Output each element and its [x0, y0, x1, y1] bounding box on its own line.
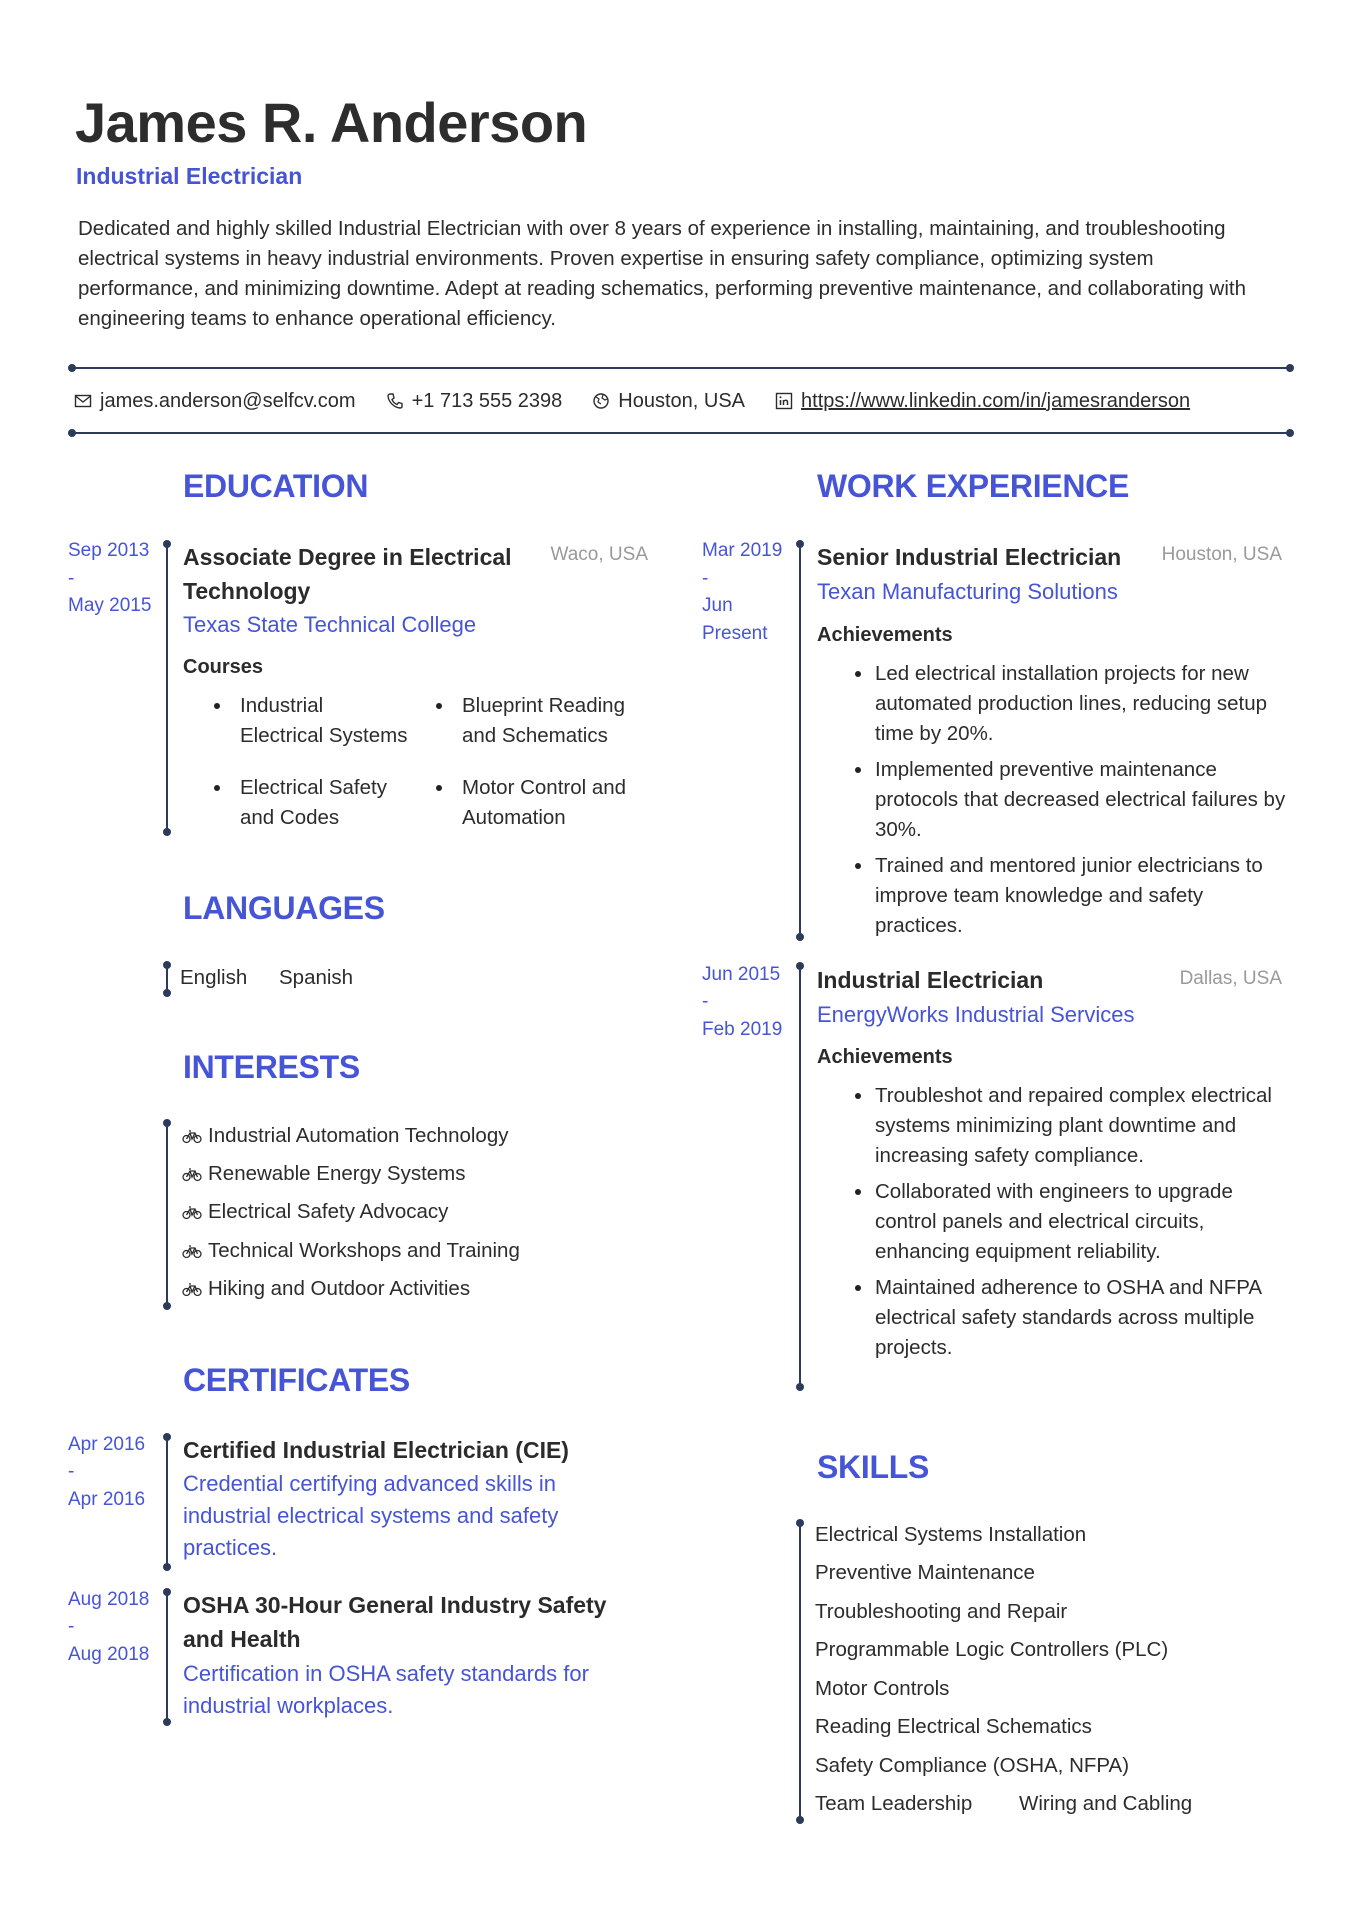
work-location: Houston, USA	[1161, 544, 1282, 565]
course-line: Blueprint Reading	[462, 694, 625, 717]
skill-item: Wiring and Cabling	[1019, 1792, 1193, 1815]
course-line: and Codes	[240, 806, 340, 829]
course-line: Electrical Safety	[240, 776, 387, 799]
skill-item: Troubleshooting and Repair	[815, 1600, 1068, 1623]
professional-summary: Dedicated and highly skilled Industrial Electrician with over 8 years of experience in installing, maintaining, and troubleshooting electrical systems in heavy industrial environments. Proven expertise in ensuring safety compliance, optimizing system performance, and minimizing downtime. Adept at reading schematics, performing preventive maintenance, and collaborating with engineering teams to enhance operational efficiency.	[78, 217, 1246, 330]
skill-item: Safety Compliance (OSHA, NFPA)	[815, 1754, 1130, 1777]
phone-text: +1 713 555 2398	[411, 389, 563, 412]
education-end-date: May 2015	[68, 595, 152, 616]
achievements-list	[849, 659, 1289, 947]
achievement-item: Collaborated with engineers to upgrade control panels and electrical circuits, enhancing equipment reliability.	[849, 1177, 1289, 1267]
location-text: Houston, USA	[618, 389, 746, 412]
achievements-label: Achievements	[817, 1046, 953, 1068]
interest-text: Hiking and Outdoor Activities	[208, 1277, 471, 1300]
bicycle-icon	[182, 1243, 202, 1259]
work-end-date: Present	[702, 623, 768, 644]
language-item: English	[180, 966, 248, 989]
certificate-date-separator: -	[68, 1461, 75, 1482]
course-line: and Schematics	[462, 724, 608, 747]
interests-heading: INTERESTS	[183, 1049, 360, 1085]
candidate-name: James R. Anderson	[75, 91, 588, 154]
skill-item: Preventive Maintenance	[815, 1561, 1035, 1584]
email-text: james.anderson@selfcv.com	[100, 389, 356, 412]
interest-item	[182, 1124, 508, 1148]
linkedin-link[interactable]: https://www.linkedin.com/in/jamesranderson	[801, 389, 1191, 412]
language-item: Spanish	[279, 966, 354, 989]
work-company: EnergyWorks Industrial Services	[817, 1002, 1135, 1027]
bicycle-icon	[182, 1128, 202, 1144]
skill-item: Team Leadership	[815, 1792, 973, 1815]
certificate-date-separator: -	[68, 1616, 75, 1637]
course-item	[428, 691, 625, 751]
bicycle-icon	[182, 1204, 202, 1220]
work-start-date: Mar 2019	[702, 540, 783, 561]
work-date-separator: -	[702, 568, 709, 589]
contact-bar	[74, 386, 1220, 416]
skills-heading: SKILLS	[817, 1449, 929, 1485]
contact-linkedin[interactable]	[775, 390, 1190, 413]
skills-timeline	[799, 1523, 801, 1820]
course-item	[428, 773, 626, 833]
interest-item	[182, 1277, 470, 1301]
course-item	[206, 691, 407, 751]
school-name: Texas State Technical College	[183, 612, 477, 637]
work-start-date: Jun 2015	[702, 964, 781, 985]
course-line: Industrial	[240, 694, 324, 717]
contact-phone[interactable]	[386, 390, 563, 413]
work-experience-heading: WORK EXPERIENCE	[817, 468, 1129, 504]
education-heading: EDUCATION	[183, 468, 369, 504]
course-item	[206, 773, 387, 833]
interest-text: Industrial Automation Technology	[208, 1124, 509, 1147]
phone-icon	[386, 392, 404, 410]
course-line: Automation	[462, 806, 566, 829]
education-timeline	[166, 544, 168, 832]
achievement-item: Maintained adherence to OSHA and NFPA electrical safety standards across multiple projects.	[849, 1273, 1289, 1363]
languages-heading: LANGUAGES	[183, 890, 385, 926]
certificate-title: and Health	[183, 1626, 301, 1652]
work-date-separator: -	[702, 991, 709, 1012]
certificate-description: industrial electrical systems and safety	[183, 1503, 559, 1528]
courses-label: Courses	[183, 656, 264, 678]
education-date-separator: -	[68, 568, 75, 589]
achievements-list	[849, 1081, 1289, 1369]
certificate-start-date: Apr 2016	[68, 1434, 146, 1455]
education-start-date: Sep 2013	[68, 540, 150, 561]
skill-item: Programmable Logic Controllers (PLC)	[815, 1638, 1169, 1661]
certificate-end-date: Aug 2018	[68, 1644, 150, 1665]
certificate-description: Credential certifying advanced skills in	[183, 1471, 556, 1496]
work-company: Texan Manufacturing Solutions	[817, 579, 1118, 604]
work-end-date: Feb 2019	[702, 1019, 783, 1040]
education-location: Waco, USA	[550, 544, 648, 565]
certificate-description: industrial workplaces.	[183, 1693, 394, 1718]
degree-title-line2: Technology	[183, 578, 311, 604]
email-icon	[74, 392, 92, 410]
achievement-item: Troubleshot and repaired complex electrical systems minimizing plant downtime and increasing safety compliance.	[849, 1081, 1289, 1171]
contact-email[interactable]	[74, 390, 356, 413]
achievements-label: Achievements	[817, 624, 953, 646]
certificate-timeline	[166, 1592, 168, 1722]
achievement-item: Implemented preventive maintenance protocols that decreased electrical failures by 30%.	[849, 755, 1289, 845]
contact-location	[592, 390, 745, 413]
work-timeline	[799, 544, 801, 937]
certificate-title: OSHA 30-Hour General Industry Safety	[183, 1592, 607, 1618]
contact-top-divider	[72, 367, 1290, 369]
skill-item: Motor Controls	[815, 1677, 950, 1700]
achievement-item: Trained and mentored junior electricians to improve team knowledge and safety practices.	[849, 851, 1289, 941]
certificate-end-date: Apr 2016	[68, 1489, 146, 1510]
interest-item	[182, 1239, 520, 1263]
bicycle-icon	[182, 1166, 202, 1182]
course-line: Electrical Systems	[240, 724, 408, 747]
certificate-timeline	[166, 1437, 168, 1567]
skill-item: Reading Electrical Schematics	[815, 1715, 1092, 1738]
interest-text: Renewable Energy Systems	[208, 1162, 466, 1185]
job-title: Industrial Electrician	[76, 163, 303, 189]
globe-icon	[592, 392, 610, 410]
work-role: Senior Industrial Electrician	[817, 544, 1122, 570]
certificate-start-date: Aug 2018	[68, 1589, 150, 1610]
languages-timeline	[166, 965, 168, 993]
bicycle-icon	[182, 1281, 202, 1297]
certificates-heading: CERTIFICATES	[183, 1362, 410, 1398]
course-line: Motor Control and	[462, 776, 627, 799]
skill-item: Electrical Systems Installation	[815, 1523, 1087, 1546]
certificate-title: Certified Industrial Electrician (CIE)	[183, 1437, 569, 1463]
work-timeline	[799, 966, 801, 1387]
interest-text: Technical Workshops and Training	[208, 1239, 520, 1262]
work-location: Dallas, USA	[1179, 968, 1282, 989]
interest-item	[182, 1162, 466, 1186]
certificate-description: Certification in OSHA safety standards for	[183, 1661, 589, 1686]
linkedin-icon	[775, 392, 793, 410]
interests-timeline	[166, 1123, 168, 1306]
interest-item	[182, 1200, 448, 1224]
contact-bottom-divider	[72, 432, 1290, 434]
certificate-description: practices.	[183, 1535, 278, 1560]
achievement-item: Led electrical installation projects for new automated production lines, reducing setup time by 20%.	[849, 659, 1289, 749]
work-end-date: Jun	[702, 595, 733, 616]
interest-text: Electrical Safety Advocacy	[208, 1200, 449, 1223]
work-role: Industrial Electrician	[817, 967, 1044, 993]
degree-title-line1: Associate Degree in Electrical	[183, 544, 512, 570]
